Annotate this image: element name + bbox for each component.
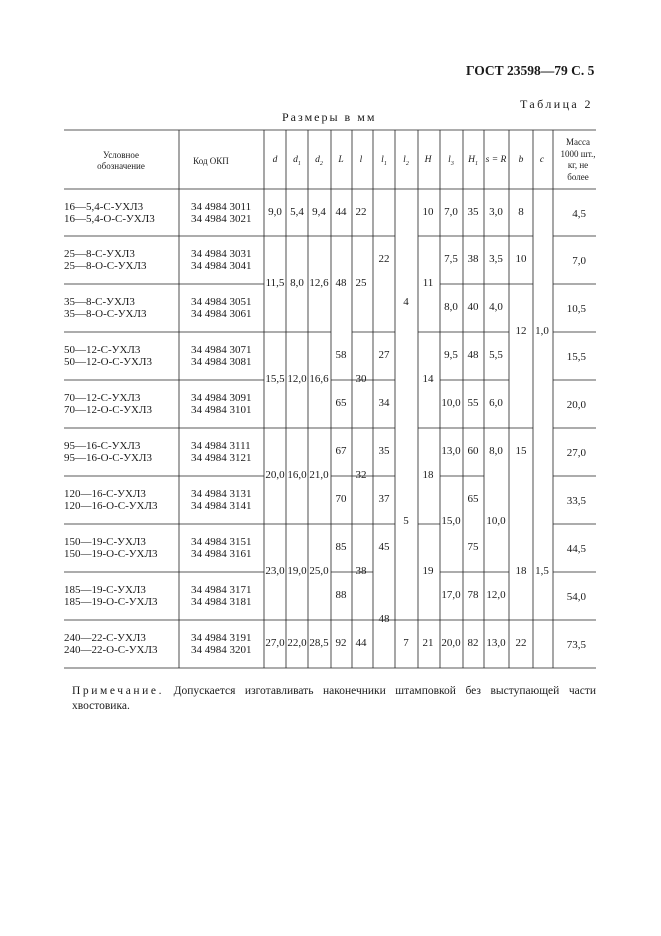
table-cell-H1: 35 xyxy=(467,206,479,218)
table-cell-d: 11,5 xyxy=(265,277,285,289)
table-cell-H: 14 xyxy=(422,373,434,385)
table-row-designation: 150—19-С-УХЛ3 150—19-О-С-УХЛ3 xyxy=(64,536,158,560)
table-cell-d2: 28,5 xyxy=(309,637,329,649)
table-cell-l1: 37 xyxy=(378,493,390,505)
table-row-okp: 34 4984 3051 34 4984 3061 xyxy=(191,296,252,320)
table-cell-L: 85 xyxy=(335,541,347,553)
table-cell-sR: 3,5 xyxy=(489,253,503,265)
table-cell-H: 18 xyxy=(422,469,434,481)
table-cell-H1: 75 xyxy=(467,541,479,553)
table-cell-d1: 19,0 xyxy=(287,565,307,577)
table-row-okp: 34 4984 3191 34 4984 3201 xyxy=(191,632,252,656)
table-cell-l3: 13,0 xyxy=(441,445,461,457)
table-cell-l3: 15,0 xyxy=(441,515,461,527)
header-d: d xyxy=(272,155,278,165)
table-cell-L: 44 xyxy=(335,206,347,218)
table-row-okp: 34 4984 3071 34 4984 3081 xyxy=(191,344,252,368)
table-row-okp: 34 4984 3031 34 4984 3041 xyxy=(191,248,252,272)
header-L: L xyxy=(338,155,344,165)
table-cell-L: 92 xyxy=(335,637,347,649)
table-row-okp: 34 4984 3011 34 4984 3021 xyxy=(191,201,252,225)
table-cell-H1: 48 xyxy=(467,349,479,361)
table-row-mass: 7,0 xyxy=(572,255,586,267)
header-H1: $H_1$ xyxy=(468,155,478,167)
table-cell-l1: 48 xyxy=(378,613,390,625)
table-cell-d: 9,0 xyxy=(268,206,282,218)
table-cell-H1: 38 xyxy=(467,253,479,265)
table-cell-d1: 22,0 xyxy=(287,637,307,649)
table-cell-d2: 21,0 xyxy=(309,469,329,481)
header-designation: Условное обозначение xyxy=(97,150,145,171)
table-cell-d: 15,5 xyxy=(265,373,285,385)
table-row-designation: 240—22-С-УХЛ3 240—22-О-С-УХЛ3 xyxy=(64,632,158,656)
table-cell-sR: 8,0 xyxy=(489,445,503,457)
table-cell-sR: 6,0 xyxy=(489,397,503,409)
header-l2: $l_2$ xyxy=(403,155,409,167)
table-cell-l: 38 xyxy=(355,565,367,577)
table-cell-sR: 13,0 xyxy=(486,637,506,649)
header-d2: $d_2$ xyxy=(315,155,323,167)
table-row-okp: 34 4984 3111 34 4984 3121 xyxy=(191,440,252,464)
table-cell-L: 58 xyxy=(335,349,347,361)
table-row-mass: 27,0 xyxy=(566,447,586,459)
header-b: b xyxy=(518,155,524,165)
table-row-mass: 73,5 xyxy=(566,639,586,651)
table-cell-H: 11 xyxy=(422,277,434,289)
table-label: Таблица 2 xyxy=(520,97,593,111)
table-cell-l1: 22 xyxy=(378,253,390,265)
table-cell-L: 70 xyxy=(335,493,347,505)
table-cell-d: 27,0 xyxy=(265,637,285,649)
table-row-okp: 34 4984 3151 34 4984 3161 xyxy=(191,536,252,560)
table-cell-l3: 9,5 xyxy=(444,349,458,361)
table-row-mass: 33,5 xyxy=(566,495,586,507)
table-cell-H1: 78 xyxy=(467,589,479,601)
table-row-designation: 16—5,4-С-УХЛ3 16—5,4-О-С-УХЛ3 xyxy=(64,201,155,225)
table-row-mass: 20,0 xyxy=(566,399,586,411)
page-header: ГОСТ 23598—79 С. 5 xyxy=(466,63,595,78)
table-cell-b: 22 xyxy=(515,637,527,649)
table-row-designation: 25—8-С-УХЛ3 25—8-О-С-УХЛ3 xyxy=(64,248,147,272)
table-row-designation: 50—12-С-УХЛ3 50—12-О-С-УХЛ3 xyxy=(64,344,152,368)
table-cell-d2: 16,6 xyxy=(309,373,329,385)
table-cell-l3: 7,0 xyxy=(444,206,458,218)
table-cell-l3: 10,0 xyxy=(441,397,461,409)
table-cell-d: 23,0 xyxy=(265,565,285,577)
table-cell-d2: 25,0 xyxy=(309,565,329,577)
header-l3: $l_3$ xyxy=(448,155,454,167)
table-cell-d1: 16,0 xyxy=(287,469,307,481)
header-H: H xyxy=(424,155,432,165)
table-cell-L: 67 xyxy=(335,445,347,457)
table-cell-H: 19 xyxy=(422,565,434,577)
table-cell-H: 21 xyxy=(422,637,434,649)
header-l1: $l_1$ xyxy=(381,155,387,167)
header-mass: Масса 1000 шт., кг, не более xyxy=(560,137,596,182)
table-cell-H1: 55 xyxy=(467,397,479,409)
table-row-okp: 34 4984 3131 34 4984 3141 xyxy=(191,488,252,512)
note-text: Допускается изготавливать наконечники штамповкой без выступающей части хвостовика. xyxy=(72,685,597,712)
table-cell-L: 65 xyxy=(335,397,347,409)
table-cell-d1: 5,4 xyxy=(290,206,304,218)
table-row-mass: 44,5 xyxy=(566,543,586,555)
table-cell-d1: 12,0 xyxy=(287,373,307,385)
table-cell-L: 48 xyxy=(335,277,347,289)
table-cell-b: 15 xyxy=(515,445,527,457)
table-cell-sR: 3,0 xyxy=(489,206,503,218)
table-cell-b: 18 xyxy=(515,565,527,577)
table-cell-l: 32 xyxy=(355,469,367,481)
header-d1: $d_1$ xyxy=(293,155,301,167)
table-cell-sR: 5,5 xyxy=(489,349,503,361)
table-row-designation: 70—12-С-УХЛ3 70—12-О-С-УХЛ3 xyxy=(64,392,152,416)
table-cell-b: 10 xyxy=(515,253,527,265)
table-cell-l1: 27 xyxy=(378,349,390,361)
table-cell-d2: 12,6 xyxy=(309,277,329,289)
table-cell-l2: 4 xyxy=(403,296,409,308)
table-cell-b: 8 xyxy=(518,206,524,218)
table-cell-H1: 82 xyxy=(467,637,479,649)
table-row-mass: 10,5 xyxy=(566,303,586,315)
table-cell-c: 1,0 xyxy=(535,325,549,337)
table-cell-H1: 60 xyxy=(467,445,479,457)
table-cell-H: 10 xyxy=(422,206,434,218)
table-row-mass: 54,0 xyxy=(566,591,586,603)
table-cell-d2: 9,4 xyxy=(312,206,326,218)
table-cell-l3: 8,0 xyxy=(444,301,458,313)
header-s-R: s = R xyxy=(485,155,507,165)
table-cell-L: 88 xyxy=(335,589,347,601)
table-row-designation: 120—16-С-УХЛ3 120—16-О-С-УХЛ3 xyxy=(64,488,158,512)
table-cell-l: 25 xyxy=(355,277,367,289)
table-cell-l2: 7 xyxy=(403,637,409,649)
header-l: l xyxy=(359,155,363,165)
table-cell-l: 30 xyxy=(355,373,367,385)
table-row-designation: 185—19-С-УХЛ3 185—19-О-С-УХЛ3 xyxy=(64,584,158,608)
table-row-designation: 35—8-С-УХЛ3 35—8-О-С-УХЛ3 xyxy=(64,296,147,320)
table-cell-d: 20,0 xyxy=(265,469,285,481)
table-cell-d1: 8,0 xyxy=(290,277,304,289)
table-row-okp: 34 4984 3171 34 4984 3181 xyxy=(191,584,252,608)
table-row-mass: 4,5 xyxy=(572,208,586,220)
table-cell-l1: 35 xyxy=(378,445,390,457)
table-cell-b: 12 xyxy=(515,325,527,337)
table-cell-l: 22 xyxy=(355,206,367,218)
table-cell-c: 1,5 xyxy=(535,565,549,577)
header-c: c xyxy=(539,155,545,165)
table-note xyxy=(72,684,596,714)
table-cell-l1: 45 xyxy=(378,541,390,553)
table-row-okp: 34 4984 3091 34 4984 3101 xyxy=(191,392,252,416)
table-cell-l3: 7,5 xyxy=(444,253,458,265)
table-cell-l3: 20,0 xyxy=(441,637,461,649)
table-cell-l2: 5 xyxy=(403,515,409,527)
header-okp: Код ОКП xyxy=(193,156,229,166)
table-row-designation: 95—16-С-УХЛ3 95—16-О-С-УХЛ3 xyxy=(64,440,152,464)
table-row-mass: 15,5 xyxy=(566,351,586,363)
table-cell-H1: 65 xyxy=(467,493,479,505)
table-cell-l3: 17,0 xyxy=(441,589,461,601)
note-label: Примечание. xyxy=(72,685,165,697)
table-cell-sR: 10,0 xyxy=(486,515,506,527)
table-cell-H1: 40 xyxy=(467,301,479,313)
table-cell-l1: 34 xyxy=(378,397,390,409)
units-caption: Размеры в мм xyxy=(282,110,377,124)
table-cell-sR: 4,0 xyxy=(489,301,503,313)
table-cell-l: 44 xyxy=(355,637,367,649)
table-cell-sR: 12,0 xyxy=(486,589,506,601)
